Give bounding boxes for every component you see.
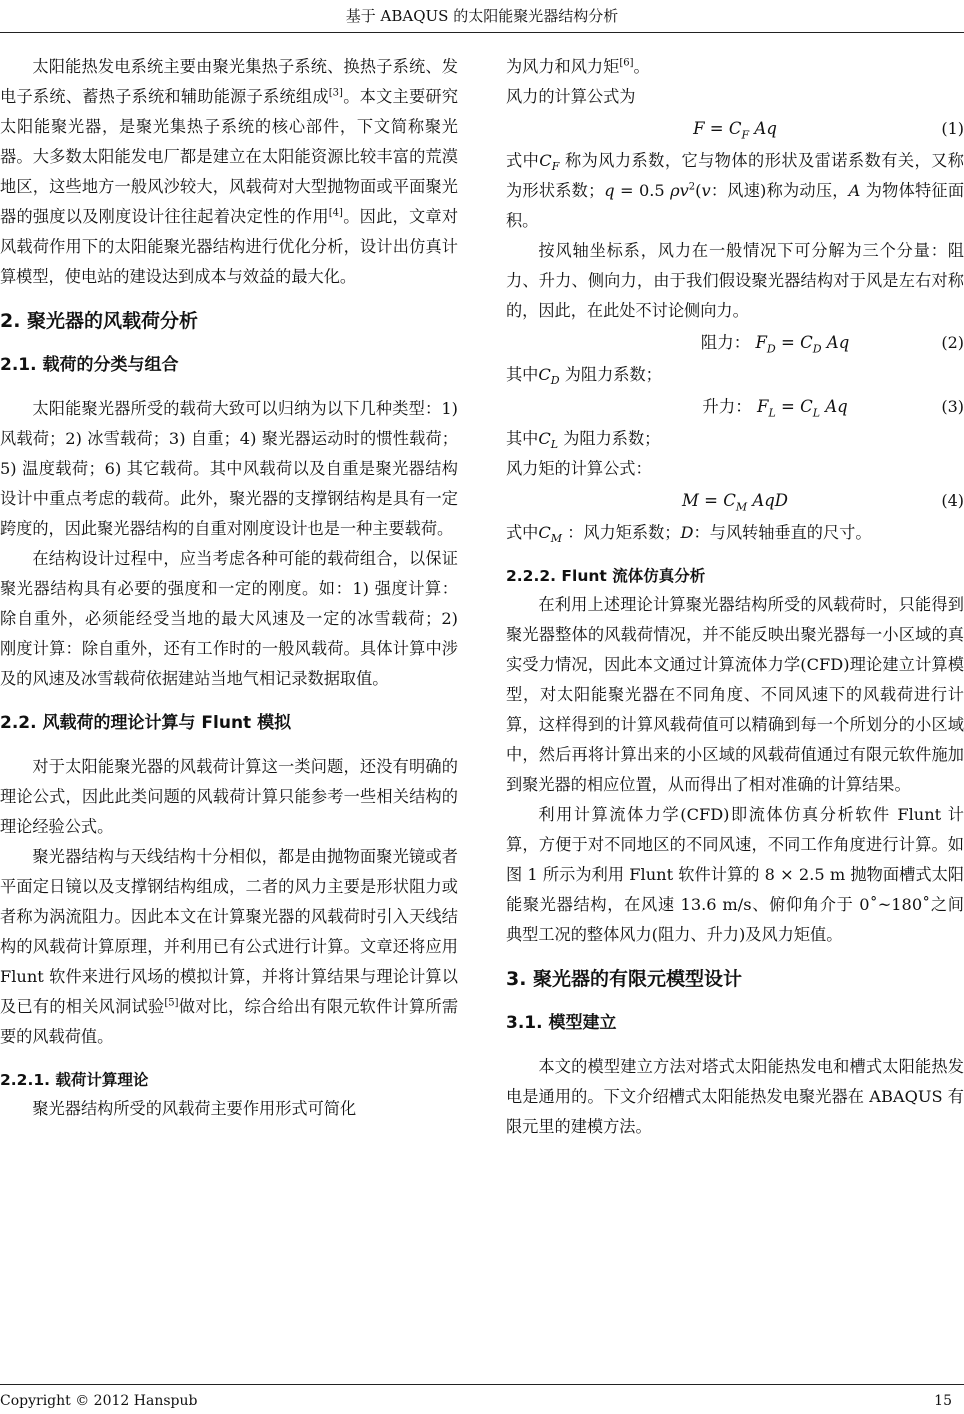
equation-2-number: (2) [941,333,964,352]
flunt-paragraph: 利用计算流体力学(CFD)即流体仿真分析软件 Flunt 计算，方便于对不同地区的不同风速，不同工作角度进行计算。如图 1 所示为利用 Flunt 软件计算的 8 × 2.5 m 抛物面槽式太阳能聚光器结构，在风速 13.6 m/s、俯仰角介于 0˚~180˚之间典型工况的整体风力(阻力、升力)及风力矩值。 [506,805,964,944]
equation-4: $M = C_M$ AqD (4) [506,484,964,518]
wind-axis-paragraph: 按风轴坐标系，风力在一般情况下可分解为三个分量：阻力、升力、侧向力，由于我们假设聚光器结构对于风是左右对称的，因此，在此处不讨论侧向力。 [506,241,964,320]
drag-coefficient-text: 其中$C_D$ 为阻力系数； [506,365,662,388]
page-number: 15 [934,1393,952,1409]
wind-force-moment-text: 为风力和风力矩[6]。 [506,57,650,76]
equation-4-number: (4) [941,491,964,510]
equation-1: $F = C_F$ Aq (1) [506,112,964,146]
subsection-heading-2-2-1: 2.2.1. 载荷计算理论 [0,1071,149,1089]
left-column [0,52,458,1124]
subsection-heading-3-1: 3.1. 模型建立 [506,1013,617,1033]
model-building-paragraph: 本文的模型建立方法对塔式太阳能热发电和槽式太阳能热发电是通用的。下文介绍槽式太阳能热发电聚光器在 ABAQUS 有限元里的建模方法。 [506,1057,964,1136]
load-theory-paragraph: 聚光器结构所受的风载荷主要作用形式可简化 [32,1099,357,1118]
subsection-heading-2-1: 2.1. 载荷的分类与组合 [0,355,179,375]
equation-3-number: (3) [941,397,964,416]
moment-coefficient-text: 式中$C_M$ ：风力矩系数；D：与风转轴垂直的尺寸。 [506,523,872,546]
equation-2: 阻力： $F_D = C_D$ Aq (2) [506,326,964,360]
lift-coefficient-text: 其中$C_L$ 为阻力系数； [506,429,661,452]
footer-rule [0,1384,964,1385]
copyright-text: Copyright © 2012 Hanspub [0,1393,198,1409]
load-types-paragraph: 太阳能聚光器所受的载荷大致可以归纳为以下几种类型：1) 风载荷；2) 冰雪载荷；3) 自重；4) 聚光器运动时的惯性载荷；5) 温度载荷；6) 其它载荷。其中风载荷以及自重是聚光器结构设计中重点考虑的载荷。此外，聚光器的支撑钢结构是具有一定跨度的，因此聚光器结构的自重对刚度设计也是一种主要载荷。 [0,399,458,538]
equation-3: 升力： $F_L = C_L$ Aq (3) [506,390,964,424]
subsection-heading-2-2: 2.2. 风载荷的理论计算与 Flunt 模拟 [0,713,292,733]
load-combination-paragraph: 在结构设计过程中，应当考虑各种可能的载荷组合，以保证聚光器结构具有必要的强度和一定的刚度。如：1) 强度计算：除自重外，必须能经受当地的最大风速及一定的冰雪载荷；2) 刚度计算：除自重外，还有工作时的一般风载荷。具体计算中涉及的风速及冰雪载荷依据建站当地气相记录数据取值。 [0,549,458,688]
moment-formula-intro: 风力矩的计算公式： [506,459,652,478]
header-rule [0,32,964,33]
wind-load-intro-paragraph: 对于太阳能聚光器的风载荷计算这一类问题，还没有明确的理论公式，因此此类问题的风载荷计算只能参考一些相关结构的理论经验公式。 [0,757,458,836]
section-heading-3: 3. 聚光器的有限元模型设计 [506,968,743,990]
antenna-analogy-paragraph: 聚光器结构与天线结构十分相似，都是由抛物面聚光镜或者平面定日镜以及支撑钢结构组成，二者的风力主要是形状阻力或者称为涡流阻力。因此本文在计算聚光器的风载荷时引入天线结构的风载荷计算原理，并利用已有公式进行计算。文章还将应用 Flunt 软件来进行风场的模拟计算，并将计算结果与理论计算以及已有的相关风洞试验[5]做对比，综合给出有限元软件计算所需要的风载荷值。 [0,847,459,1046]
cfd-paragraph: 在利用上述理论计算聚光器结构所受的风载荷时，只能得到聚光器整体的风载荷情况，并不能反映出聚光器每一小区域的真实受力情况，因此本文通过计算流体力学(CFD)理论建立计算模型，对太阳能聚光器在不同角度、不同风速下的风载荷进行计算，这样得到的计算风载荷值可以精确到每一个所划分的小区域中，然后再将计算出来的小区域的风载荷值通过有限元软件施加到聚光器的相应位置，从而得出了相对准确的计算结果。 [506,595,964,794]
wind-force-formula-intro: 风力的计算公式为 [506,87,636,106]
equation-1-number: (1) [941,119,964,138]
running-header: 基于 ABAQUS 的太阳能聚光器结构分析 [345,7,619,25]
wind-coefficient-text: 式中$C_F$ 称为风力系数，它与物体的形状及雷诺系数有关，又称为形状系数；q = 0.5 $\rho v^2(v$：风速)称为动压，A 为物体特征面积。 [506,151,964,230]
section-heading-2: 2. 聚光器的风载荷分析 [0,310,199,332]
subsection-heading-2-2-2: 2.2.2. Flunt 流体仿真分析 [506,567,706,585]
intro-paragraph: 太阳能热发电系统主要由聚光集热子系统、换热子系统、发电子系统、蓄热子系统和辅助能源子系统组成[3]。本文主要研究太阳能聚光器，是聚光集热子系统的核心部件，下文简称聚光器。大多数太阳能发电厂都是建立在太阳能资源比较丰富的荒漠地区，这些地方一般风沙较大，风载荷对大型抛物面或平面聚光器的强度以及刚度设计往往起着决定性的作用[4]。因此，文章对风载荷作用下的太阳能聚光器结构进行优化分析，设计出仿真计算模型，使电站的建设达到成本与效益的最大化。 [0,57,459,286]
right-column [506,52,964,1142]
